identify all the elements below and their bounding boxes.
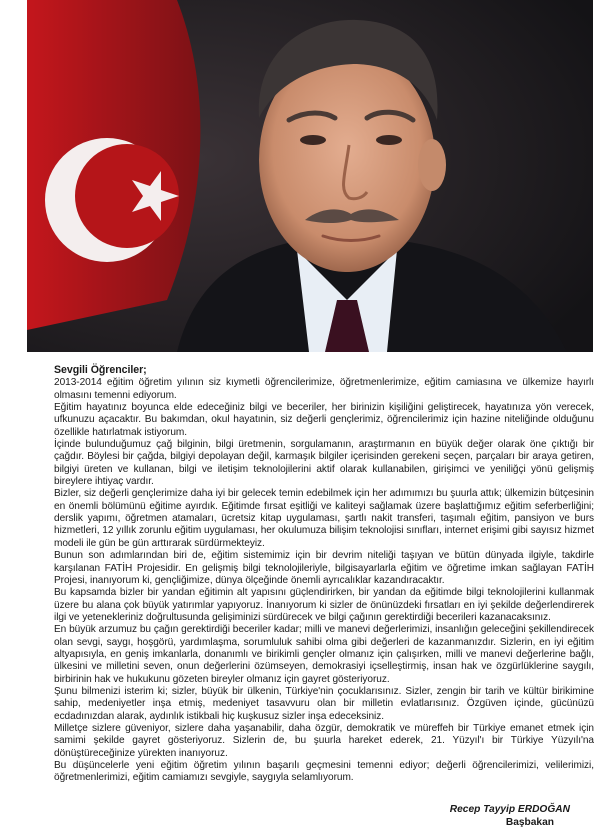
paragraph: Bu kapsamda bizler bir yandan eğitimin alt yapısını güçlendirirken, bir yandan da eğitimde bilgi teknolojilerini kullanmak üzere bu alana çok büyük yatırımlar yapıyoruz. İnanıyorum ki sizler de önünüzdeki fırsatları en iyi şekilde değerlendirerek ilgi ve yetenekleriniz doğrultusunda gelişiminizi sürdürecek ve bilgi çağının gerektirdiği becerileri kazanacaksınız. <box>54 587 594 623</box>
paragraph: 2013-2014 eğitim öğretim yılının siz kıymetli öğrencilerimize, öğretmenlerimize, eğitim camiasına ve ülkemize hayırlı olmasını temenni ediyorum. <box>54 377 594 401</box>
portrait-photo <box>27 0 593 352</box>
paragraph: Bunun son adımlarından biri de, eğitim sistemimiz için bir devrim niteliği taşıyan ve bütün dünyada ilgiyle, takdirle karşılanan FATİH Projesidir. En gelişmiş bilgi teknolojileriyle, bilgisayarlarla eğitim ve öğretime imkan sağlayan FATİH Projesi, inanıyorum ki, gençliğimize, dünya ölçeğinde önemli ayrıcalıklar kazandıracaktır. <box>54 550 594 586</box>
paragraph: Şunu bilmenizi isterim ki; sizler, büyük bir ülkenin, Türkiye'nin çocuklarısınız. Sizler, zengin bir tarih ve kültür birikimine sahip, medeniyetler inşa etmiş, medeniyet tasavvuru olan bir milletin evlatlarısınız. Özgüven içinde, gücünüzü ecdadınızdan alarak, aydınlık istikbali hiç kuşkusuz sizler inşa edeceksiniz. <box>54 685 594 722</box>
paragraph: Bizler, siz değerli gençlerimize daha iyi bir gelecek temin edebilmek için her adımımızı bu şuurla attık; ülkemizin bütçesinin en önemli bölümünü eğitime ayırdık. Eğitimde fırsat eşitliği ve kaliteyi sağlamak üzere başlattığımız eğitim seferberliğini; derslik yapımı, öğretmen atamaları, ücretsiz kitap uygulaması, şartlı nakit transferi, taşımalı eğitim, pansiyon ve burs hizmetleri, 12 yıllık zorunlu eğitim uygulaması, her okulumuza bilişim teknolojisi sınıfları, internet erişimi gibi sayısız hizmet modeli ile gün be gün arttırarak sürdürmekteyiz. <box>54 488 594 549</box>
paragraph: Milletçe sizlere güveniyor, sizlere daha yaşanabilir, daha özgür, demokratik ve müreffeh bir Türkiye emanet etmek için samimi şekilde gayret gösteriyoruz. Sizlerin de, bu şuurla hareket ederek, 21. Yüzyıl'ı bir Türkiye Yüzyılı'na dönüştüreceğinize yürekten inanıyoruz. <box>54 722 594 759</box>
signature-block <box>450 804 570 829</box>
portrait-illustration <box>27 0 593 352</box>
paragraph: Eğitim hayatınız boyunca elde edeceğiniz bilgi ve beceriler, her birinizin kişiliğini geliştirecek, hayatınıza yön verecek, ufkunuzu açacaktır. Bu bakımdan, okul hayatınin, siz değerli gençlerimiz, öğrencilerimiz için hazine niteliğinde olduğunu özellikle hatırlatmak istiyorum. <box>54 402 594 438</box>
letter-body <box>54 364 594 785</box>
paragraph: En büyük arzumuz bu çağın gerektirdiği beceriler kadar; milli ve manevi değerlerimizi, insanlığın geleceğini şekillendirecek olan sevgi, saygı, hoşgörü, yardımlaşma, sorumluluk sahibi olma gibi değerleri de kazanmanızdır. Sizlerin, en iyi eğitim altyapısıyla, en geniş imkanlarla, donanımlı ve birikimli gençler olmanız için çalışırken, milli ve manevi değerlerine bağlı, ülkesini ve milletini seven, onun değerlerini özümseyen, demokrasiyi içselleştirmiş, insan hak ve özgürlüklerine saygılı, birbirinin hak ve hukukunu gözeten bireyler olmanız için gayret gösteriyoruz. <box>54 624 594 685</box>
signature-title: Başbakan <box>505 816 554 828</box>
paragraph: İçinde bulunduğumuz çağ bilginin, bilgi üretmenin, sorgulamanın, araştırmanın en büyük değer olarak öne çıktığı bir çağdır. Böylesi bir çağda, bilgiyi depolayan değil, karmaşık bilgiler içerisinden gerekeni seçen, parçaları bir araya getiren, bilgiyi üreten ve kullanan, bilgi ve iletişim teknolojilerini aktif olarak kullanabilen, girişimci ve yeniliğçi yönü gelişmiş bireylere ihtiyaç vardır. <box>54 439 594 488</box>
greeting: Sevgili Öğrenciler; <box>54 364 147 376</box>
signature-name: Recep Tayyip ERDOĞAN <box>449 804 570 815</box>
paragraph: Bu düşüncelerle yeni eğitim öğretim yılının başarılı geçmesini temenni ediyor; değerli öğrencilerimizi, velilerimizi, öğretmenlerimizi, eğitim camiamızı sevgiyle, saygıyla selamlıyorum. <box>54 760 594 784</box>
